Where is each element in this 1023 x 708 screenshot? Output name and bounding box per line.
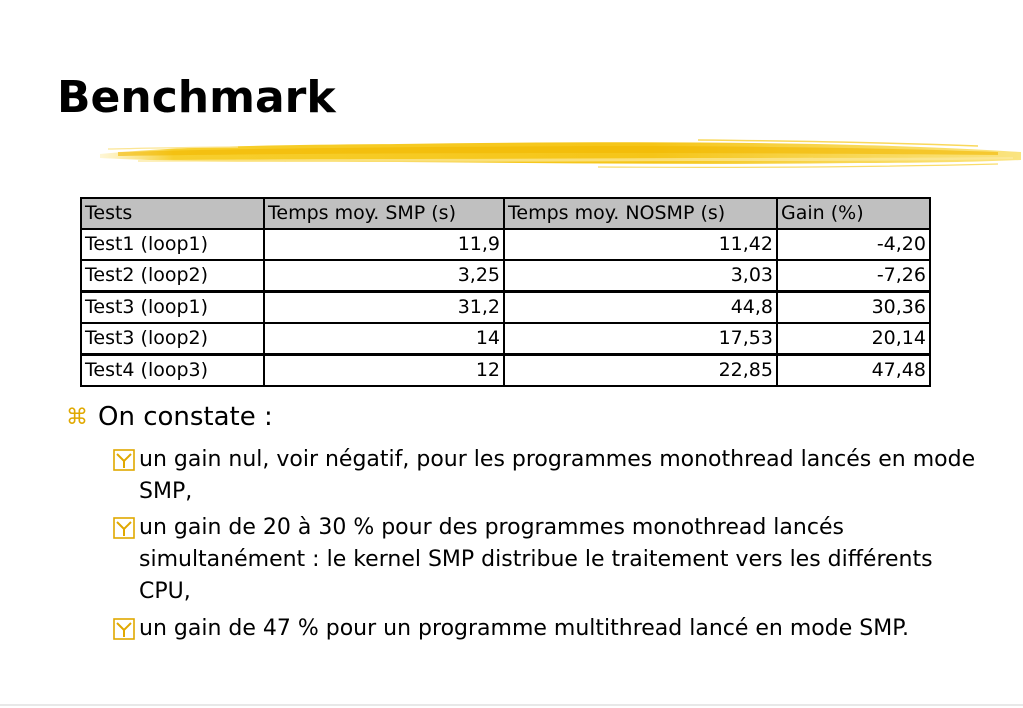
benchmark-table (80, 197, 931, 387)
cell-nosmp: 11,42 (504, 229, 777, 260)
checkbox-y-icon (113, 613, 139, 645)
table-row (81, 229, 930, 260)
bullet-sub-item (113, 613, 983, 645)
bullet-main-text: On constate : (98, 402, 273, 432)
table-row (81, 355, 930, 387)
header-gain: Gain (%) (777, 198, 930, 229)
command-icon: ⌘ (66, 404, 88, 430)
bullet-sub-item (113, 512, 983, 608)
bullet-sub-text: un gain nul, voir négatif, pour les programmes monothread lancés en mode SMP, (139, 447, 976, 504)
bullet-main (66, 402, 273, 432)
bullet-sub-text: un gain de 20 à 30 % pour des programmes monothread lancés simultanément : le kernel SMP distribue le traitement vers les différents CPU, (139, 515, 933, 604)
decorative-brush-stroke (98, 136, 1023, 176)
checkbox-y-icon (113, 444, 139, 476)
cell-test: Test4 (loop3) (81, 355, 264, 387)
cell-gain: 30,36 (777, 292, 930, 324)
cell-smp: 31,2 (264, 292, 504, 324)
cell-gain: 47,48 (777, 355, 930, 387)
cell-gain: -7,26 (777, 260, 930, 292)
cell-test: Test1 (loop1) (81, 229, 264, 260)
table-row (81, 292, 930, 324)
cell-test: Test3 (loop1) (81, 292, 264, 324)
header-smp-time: Temps moy. SMP (s) (264, 198, 504, 229)
bullet-sub-text: un gain de 47 % pour un programme multithread lancé en mode SMP. (139, 616, 910, 641)
cell-nosmp: 3,03 (504, 260, 777, 292)
footer-divider (0, 704, 1023, 706)
cell-test: Test3 (loop2) (81, 323, 264, 355)
slide-title: Benchmark (57, 72, 336, 123)
cell-smp: 14 (264, 323, 504, 355)
header-nosmp-time: Temps moy. NOSMP (s) (504, 198, 777, 229)
cell-nosmp: 44,8 (504, 292, 777, 324)
cell-nosmp: 22,85 (504, 355, 777, 387)
bullet-sub-item (113, 444, 983, 508)
cell-gain: -4,20 (777, 229, 930, 260)
table-row (81, 260, 930, 292)
cell-smp: 11,9 (264, 229, 504, 260)
cell-gain: 20,14 (777, 323, 930, 355)
cell-nosmp: 17,53 (504, 323, 777, 355)
header-tests: Tests (81, 198, 264, 229)
cell-smp: 3,25 (264, 260, 504, 292)
cell-smp: 12 (264, 355, 504, 387)
table-row (81, 323, 930, 355)
benchmark-table-container (80, 197, 929, 387)
cell-test: Test2 (loop2) (81, 260, 264, 292)
table-header-row (81, 198, 930, 229)
checkbox-y-icon (113, 512, 139, 544)
